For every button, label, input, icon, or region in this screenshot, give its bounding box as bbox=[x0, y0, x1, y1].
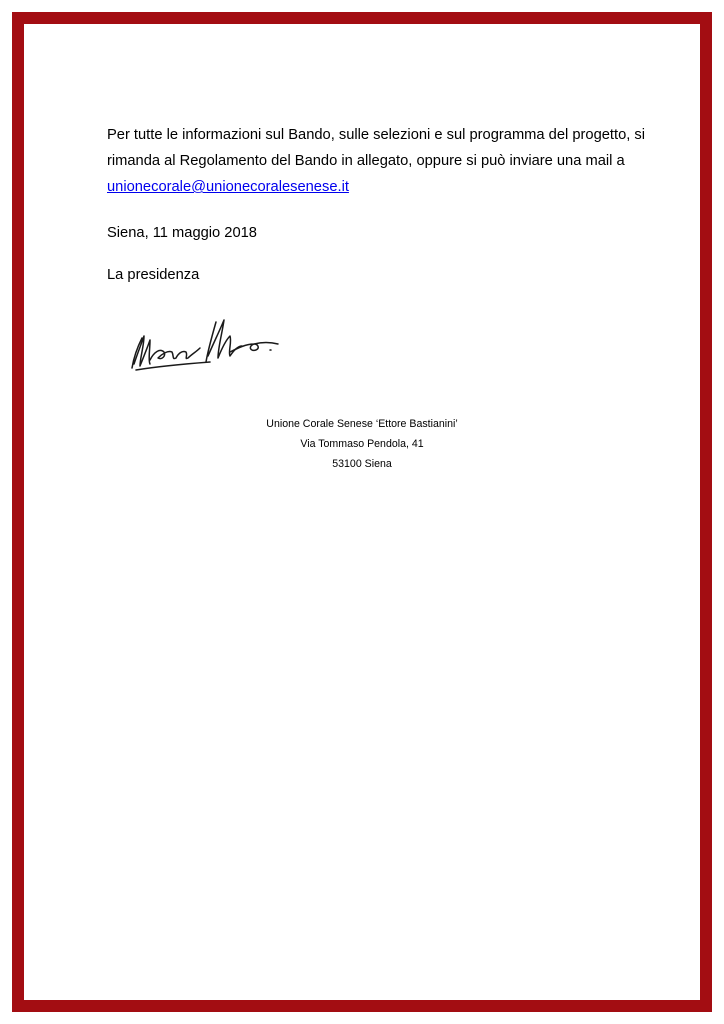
address-name: Unione Corale Senese ‘Ettore Bastianini’ bbox=[266, 418, 458, 430]
signoff: La presidenza bbox=[107, 267, 200, 283]
address-street: Via Tommaso Pendola, 41 bbox=[300, 438, 424, 450]
intro-line-2: rimanda al Regolamento del Bando in allegato, oppure si può inviare una mail a bbox=[107, 153, 625, 169]
intro-line-1: Per tutte le informazioni sul Bando, sulle selezioni e sul programma del progetto, si bbox=[107, 127, 646, 143]
email-link[interactable]: unionecorale@unionecoralesenese.it bbox=[107, 179, 349, 195]
signature-image bbox=[120, 302, 280, 378]
address-city: 53100 Siena bbox=[332, 458, 392, 470]
intro-paragraph bbox=[107, 122, 667, 200]
page-frame bbox=[12, 12, 712, 1012]
address-block bbox=[24, 414, 700, 474]
place-date: Siena, 11 maggio 2018 bbox=[107, 225, 257, 241]
